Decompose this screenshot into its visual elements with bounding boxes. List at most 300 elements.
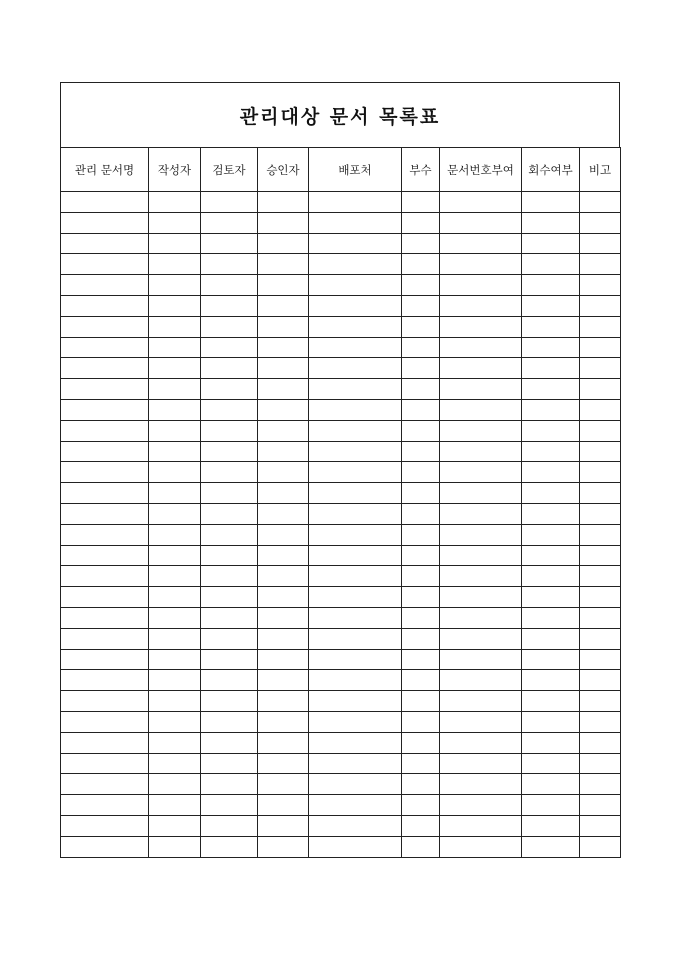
table-row	[61, 441, 621, 462]
table-cell	[440, 212, 522, 233]
table-cell	[440, 815, 522, 836]
table-cell	[61, 795, 149, 816]
table-cell	[258, 691, 309, 712]
table-row	[61, 774, 621, 795]
table-cell	[61, 587, 149, 608]
table-cell	[61, 566, 149, 587]
table-cell	[402, 649, 440, 670]
table-cell	[61, 836, 149, 857]
table-cell	[402, 815, 440, 836]
table-cell	[61, 483, 149, 504]
table-cell	[309, 836, 402, 857]
table-cell	[522, 462, 580, 483]
table-cell	[61, 774, 149, 795]
table-cell	[522, 192, 580, 213]
table-cell	[258, 254, 309, 275]
table-cell	[522, 337, 580, 358]
table-cell	[522, 545, 580, 566]
table-cell	[149, 607, 201, 628]
table-row	[61, 691, 621, 712]
table-cell	[580, 524, 621, 545]
table-row	[61, 212, 621, 233]
col-header-remarks: 비고	[580, 148, 621, 192]
table-cell	[309, 462, 402, 483]
table-cell	[309, 649, 402, 670]
table-cell	[258, 795, 309, 816]
table-cell	[201, 358, 258, 379]
table-cell	[149, 192, 201, 213]
table-cell	[402, 316, 440, 337]
table-cell	[522, 628, 580, 649]
table-cell	[258, 545, 309, 566]
table-cell	[149, 483, 201, 504]
table-cell	[580, 358, 621, 379]
table-cell	[402, 628, 440, 649]
table-cell	[440, 316, 522, 337]
table-cell	[402, 233, 440, 254]
table-cell	[440, 566, 522, 587]
table-row	[61, 462, 621, 483]
table-cell	[258, 503, 309, 524]
table-row	[61, 503, 621, 524]
table-row	[61, 545, 621, 566]
table-cell	[440, 275, 522, 296]
table-row	[61, 524, 621, 545]
table-cell	[580, 628, 621, 649]
table-cell	[61, 607, 149, 628]
table-cell	[201, 399, 258, 420]
table-cell	[258, 275, 309, 296]
table-row	[61, 275, 621, 296]
table-cell	[61, 649, 149, 670]
table-cell	[522, 233, 580, 254]
table-cell	[440, 587, 522, 608]
table-cell	[440, 649, 522, 670]
table-cell	[522, 503, 580, 524]
table-row	[61, 337, 621, 358]
table-cell	[522, 420, 580, 441]
table-cell	[309, 670, 402, 691]
table-cell	[522, 732, 580, 753]
table-cell	[309, 545, 402, 566]
table-row	[61, 316, 621, 337]
table-cell	[201, 192, 258, 213]
table-cell	[201, 815, 258, 836]
table-cell	[149, 774, 201, 795]
table-cell	[61, 815, 149, 836]
table-cell	[258, 587, 309, 608]
table-cell	[402, 483, 440, 504]
table-cell	[402, 691, 440, 712]
table-row	[61, 753, 621, 774]
table-cell	[258, 295, 309, 316]
table-cell	[440, 607, 522, 628]
table-cell	[580, 483, 621, 504]
table-cell	[61, 441, 149, 462]
table-cell	[201, 711, 258, 732]
col-header-doc-number: 문서번호부여	[440, 148, 522, 192]
table-cell	[149, 441, 201, 462]
table-cell	[440, 753, 522, 774]
table-cell	[61, 420, 149, 441]
table-body	[61, 192, 621, 858]
table-cell	[201, 254, 258, 275]
table-cell	[201, 607, 258, 628]
table-cell	[402, 711, 440, 732]
table-cell	[309, 358, 402, 379]
table-cell	[149, 212, 201, 233]
table-row	[61, 192, 621, 213]
table-cell	[309, 774, 402, 795]
table-cell	[149, 628, 201, 649]
table-cell	[309, 295, 402, 316]
table-row	[61, 254, 621, 275]
table-cell	[402, 732, 440, 753]
table-cell	[258, 815, 309, 836]
table-cell	[149, 795, 201, 816]
table-cell	[258, 420, 309, 441]
table-cell	[258, 628, 309, 649]
table-cell	[309, 628, 402, 649]
table-cell	[258, 753, 309, 774]
table-cell	[61, 711, 149, 732]
table-cell	[580, 233, 621, 254]
table-cell	[440, 524, 522, 545]
table-cell	[309, 607, 402, 628]
table-cell	[580, 503, 621, 524]
table-cell	[402, 441, 440, 462]
table-cell	[258, 670, 309, 691]
table-cell	[522, 254, 580, 275]
table-cell	[258, 836, 309, 857]
table-cell	[309, 753, 402, 774]
col-header-copies: 부수	[402, 148, 440, 192]
table-cell	[258, 483, 309, 504]
table-cell	[309, 233, 402, 254]
table-cell	[440, 545, 522, 566]
table-cell	[201, 587, 258, 608]
table-cell	[61, 670, 149, 691]
table-row	[61, 233, 621, 254]
table-cell	[402, 524, 440, 545]
table-row	[61, 295, 621, 316]
table-cell	[149, 503, 201, 524]
table-cell	[402, 566, 440, 587]
table-row	[61, 587, 621, 608]
table-cell	[309, 420, 402, 441]
table-cell	[258, 358, 309, 379]
table-cell	[149, 670, 201, 691]
table-cell	[440, 379, 522, 400]
table-cell	[61, 691, 149, 712]
table-cell	[402, 462, 440, 483]
table-cell	[201, 275, 258, 296]
table-cell	[201, 836, 258, 857]
table-cell	[149, 711, 201, 732]
table-cell	[580, 275, 621, 296]
table-cell	[61, 524, 149, 545]
table-cell	[149, 649, 201, 670]
table-cell	[580, 462, 621, 483]
table-cell	[309, 524, 402, 545]
table-cell	[402, 337, 440, 358]
table-cell	[580, 254, 621, 275]
table-cell	[61, 503, 149, 524]
table-cell	[201, 441, 258, 462]
table-cell	[309, 441, 402, 462]
table-cell	[201, 774, 258, 795]
table-cell	[440, 503, 522, 524]
table-cell	[201, 670, 258, 691]
table-cell	[580, 670, 621, 691]
table-cell	[580, 212, 621, 233]
table-cell	[580, 795, 621, 816]
table-cell	[258, 441, 309, 462]
table-cell	[440, 192, 522, 213]
table-cell	[201, 295, 258, 316]
table-cell	[258, 233, 309, 254]
table-cell	[61, 295, 149, 316]
table-cell	[440, 732, 522, 753]
table-cell	[258, 566, 309, 587]
table-cell	[402, 254, 440, 275]
document-sheet	[60, 82, 620, 858]
table-cell	[440, 233, 522, 254]
table-cell	[258, 379, 309, 400]
table-cell	[61, 316, 149, 337]
table-cell	[149, 545, 201, 566]
table-cell	[149, 566, 201, 587]
table-cell	[61, 628, 149, 649]
table-cell	[522, 316, 580, 337]
table-cell	[522, 753, 580, 774]
table-cell	[149, 691, 201, 712]
table-cell	[402, 836, 440, 857]
table-cell	[440, 795, 522, 816]
table-cell	[580, 337, 621, 358]
table-cell	[402, 399, 440, 420]
table-cell	[522, 795, 580, 816]
table-cell	[309, 711, 402, 732]
table-cell	[580, 732, 621, 753]
table-cell	[402, 587, 440, 608]
table-cell	[580, 691, 621, 712]
table-cell	[440, 691, 522, 712]
table-row	[61, 420, 621, 441]
table-cell	[201, 379, 258, 400]
table-cell	[61, 212, 149, 233]
col-header-document-name: 관리 문서명	[61, 148, 149, 192]
table-cell	[201, 753, 258, 774]
table-cell	[580, 192, 621, 213]
table-cell	[522, 649, 580, 670]
table-cell	[440, 628, 522, 649]
table-cell	[440, 337, 522, 358]
col-header-approver: 승인자	[258, 148, 309, 192]
table-cell	[522, 379, 580, 400]
table-cell	[440, 399, 522, 420]
table-cell	[580, 545, 621, 566]
table-cell	[149, 815, 201, 836]
table-cell	[309, 192, 402, 213]
table-cell	[61, 254, 149, 275]
table-cell	[149, 753, 201, 774]
table-cell	[61, 379, 149, 400]
table-cell	[440, 358, 522, 379]
table-cell	[402, 795, 440, 816]
table-cell	[258, 316, 309, 337]
table-cell	[309, 795, 402, 816]
table-row	[61, 649, 621, 670]
table-cell	[149, 233, 201, 254]
table-cell	[149, 462, 201, 483]
table-cell	[258, 607, 309, 628]
table-cell	[258, 524, 309, 545]
table-cell	[402, 379, 440, 400]
table-cell	[522, 587, 580, 608]
title-box	[60, 82, 620, 147]
col-header-reviewer: 검토자	[201, 148, 258, 192]
table-cell	[580, 316, 621, 337]
table-cell	[309, 503, 402, 524]
document-list-table	[60, 147, 621, 858]
table-cell	[61, 358, 149, 379]
table-cell	[61, 732, 149, 753]
document-title: 관리대상 문서 목록표	[239, 105, 441, 128]
table-cell	[201, 566, 258, 587]
table-cell	[149, 836, 201, 857]
table-cell	[402, 774, 440, 795]
table-row	[61, 358, 621, 379]
table-row	[61, 711, 621, 732]
table-cell	[580, 836, 621, 857]
table-cell	[61, 753, 149, 774]
table-cell	[201, 233, 258, 254]
table-cell	[522, 399, 580, 420]
table-cell	[258, 212, 309, 233]
table-cell	[522, 441, 580, 462]
table-cell	[440, 483, 522, 504]
table-cell	[402, 192, 440, 213]
table-cell	[149, 275, 201, 296]
table-cell	[309, 212, 402, 233]
table-cell	[61, 192, 149, 213]
table-cell	[309, 379, 402, 400]
table-cell	[440, 711, 522, 732]
table-row	[61, 628, 621, 649]
table-cell	[580, 441, 621, 462]
table-cell	[258, 774, 309, 795]
table-cell	[522, 774, 580, 795]
table-cell	[258, 649, 309, 670]
table-cell	[201, 483, 258, 504]
table-cell	[201, 628, 258, 649]
table-cell	[258, 462, 309, 483]
table-cell	[309, 254, 402, 275]
table-cell	[580, 815, 621, 836]
table-cell	[402, 420, 440, 441]
table-row	[61, 670, 621, 691]
col-header-recall: 회수여부	[522, 148, 580, 192]
table-cell	[580, 420, 621, 441]
table-cell	[201, 691, 258, 712]
table-cell	[309, 337, 402, 358]
table-cell	[309, 815, 402, 836]
table-cell	[149, 399, 201, 420]
table-cell	[309, 566, 402, 587]
table-cell	[522, 295, 580, 316]
table-cell	[61, 462, 149, 483]
table-cell	[309, 316, 402, 337]
table-cell	[201, 316, 258, 337]
table-row	[61, 607, 621, 628]
table-cell	[440, 420, 522, 441]
table-row	[61, 732, 621, 753]
table-cell	[61, 275, 149, 296]
table-cell	[258, 399, 309, 420]
table-cell	[440, 462, 522, 483]
table-cell	[440, 441, 522, 462]
table-cell	[402, 212, 440, 233]
table-cell	[522, 711, 580, 732]
table-cell	[258, 711, 309, 732]
col-header-author: 작성자	[149, 148, 201, 192]
table-cell	[149, 524, 201, 545]
table-cell	[201, 524, 258, 545]
table-cell	[440, 836, 522, 857]
table-cell	[309, 399, 402, 420]
table-cell	[149, 732, 201, 753]
table-cell	[402, 358, 440, 379]
table-cell	[402, 545, 440, 566]
table-cell	[440, 254, 522, 275]
table-cell	[580, 753, 621, 774]
col-header-distribution: 배포처	[309, 148, 402, 192]
table-cell	[522, 483, 580, 504]
header-row	[61, 148, 621, 192]
table-cell	[580, 587, 621, 608]
table-cell	[61, 399, 149, 420]
table-cell	[149, 420, 201, 441]
table-cell	[580, 566, 621, 587]
table-cell	[61, 337, 149, 358]
table-cell	[522, 566, 580, 587]
table-cell	[149, 379, 201, 400]
table-cell	[201, 795, 258, 816]
table-cell	[522, 524, 580, 545]
table-cell	[149, 295, 201, 316]
table-cell	[580, 649, 621, 670]
table-cell	[309, 691, 402, 712]
table-row	[61, 795, 621, 816]
table-cell	[522, 836, 580, 857]
table-cell	[580, 607, 621, 628]
table-cell	[61, 545, 149, 566]
table-cell	[402, 753, 440, 774]
table-cell	[149, 587, 201, 608]
table-cell	[258, 192, 309, 213]
table-cell	[149, 254, 201, 275]
table-cell	[440, 774, 522, 795]
table-cell	[522, 670, 580, 691]
table-cell	[580, 295, 621, 316]
table-cell	[201, 545, 258, 566]
table-cell	[149, 316, 201, 337]
table-cell	[440, 295, 522, 316]
table-cell	[258, 732, 309, 753]
table-cell	[149, 358, 201, 379]
table-cell	[309, 483, 402, 504]
